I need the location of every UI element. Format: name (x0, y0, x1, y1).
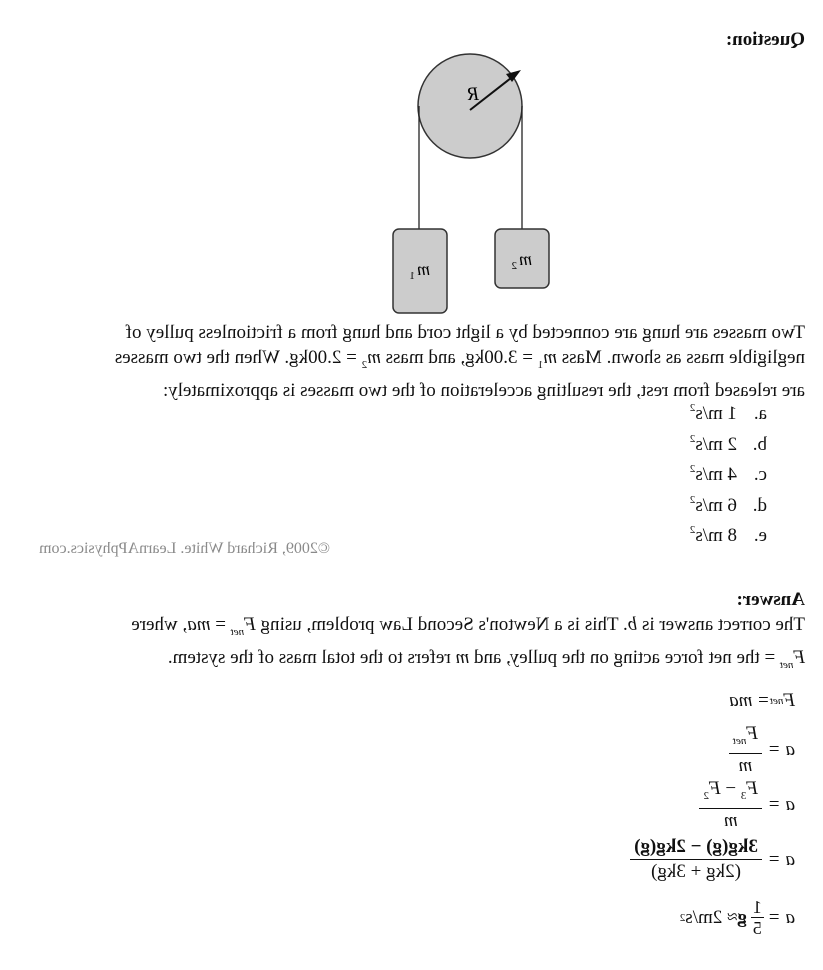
equation-1: F net = ma (729, 690, 795, 711)
question-line-2: negligible mass as shown. Mass $m_1 = 3.00kg$, and mass $m_2 = 2.00kg$. When the two masses (114, 347, 805, 371)
equation-5: a = $\frac{1}{5}$ g ≈ 2m/s 2 (679, 897, 795, 938)
radius-label: R (467, 84, 479, 105)
mass-m2-block (495, 229, 549, 288)
choice-a: a.1 $m/s^2$ (689, 402, 767, 424)
equation-3: a = $\frac{F_3 - F_2}{m}$ (699, 777, 795, 833)
svg-text:1: 1 (409, 270, 415, 282)
choice-d: d.6 $m/s^2$ (689, 493, 767, 516)
pulley-wheel (418, 54, 522, 158)
svg-text:m: m (417, 259, 430, 279)
fraction: $\frac{F_3 - F_2}{m}$ (699, 777, 761, 833)
question-line-1: Two masses are hung are connected by a light cord and hung from a frictionless pulley of (125, 322, 805, 343)
svg-text:m: m (519, 249, 532, 269)
answer-choices (690, 396, 767, 549)
mass-m1-block (393, 229, 447, 313)
fraction: $\frac{1}{5}$ (752, 897, 762, 938)
svg-text:2: 2 (511, 260, 517, 272)
choice-b: b.2 $m/s^2$ (689, 432, 767, 455)
copyright-notice: ©2009, Richard White. LearnAPphysics.com (39, 540, 330, 557)
pulley-diagram (0, 0, 823, 320)
fraction: $\frac{F_{net}}{m}$ (729, 722, 762, 778)
question-line-3: are released from rest, the resulting acceleration of the two masses is approximately: (162, 380, 805, 401)
answer-text (40, 612, 805, 678)
answer-heading: Answer: (736, 589, 805, 610)
choice-c: c.4 $m/s^2$ (689, 463, 767, 485)
choice-e: e.8 $m/s^2$ (689, 524, 767, 546)
question-heading: Question: (725, 29, 805, 50)
equation-2: a = $\frac{F_{net}}{m}$ (729, 722, 795, 778)
fraction: $\frac{3kg(g) - 2kg(g)}{(2kg + 3kg)}$ (630, 835, 762, 884)
answer-line-1: The correct answer is b. This is a Newton's Second Law problem, using $F_{net}$ = ma, where (131, 614, 805, 638)
answer-line-2: $F_{net}$ = the net force acting on the pulley, and m refers to the total mass of the system. (167, 647, 805, 671)
question-text (40, 320, 805, 403)
equation-4: a = $\frac{3kg(g) - 2kg(g)}{(2kg + 3kg)}$ (630, 835, 795, 884)
